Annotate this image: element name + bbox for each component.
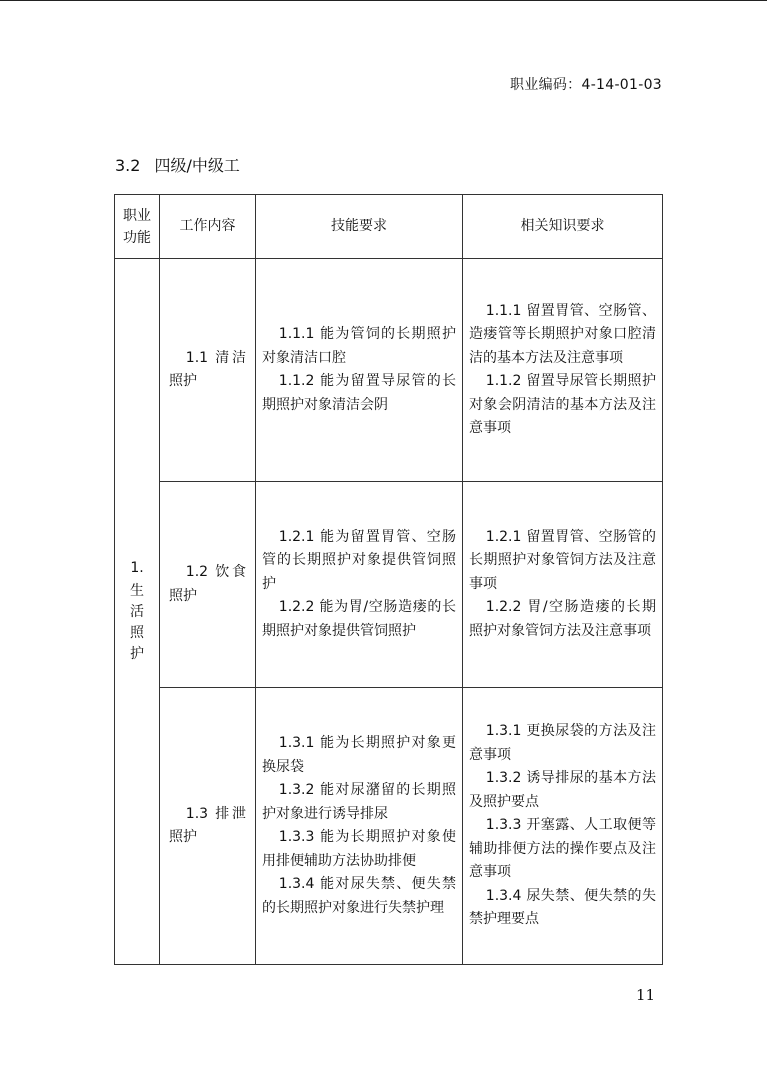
knowledge-item: 1.3.3 开塞露、人工取便等辅助排便方法的操作要点及注意事项	[469, 817, 656, 881]
header-content: 工作内容	[160, 195, 256, 259]
function-cell	[115, 259, 160, 965]
section-number: 3.2	[115, 156, 141, 175]
section-heading	[115, 153, 240, 176]
knowledge-item: 1.2.2 胃/空肠造瘘的长期照护对象管饲方法及注意事项	[469, 599, 656, 639]
skill-item: 1.3.2 能对尿潴留的长期照护对象进行诱导排尿	[262, 782, 456, 822]
skills-table	[114, 194, 663, 965]
skill-item: 1.2.1 能为留置胃管、空肠管的长期照护对象提供管饲照护	[262, 528, 456, 592]
function-number: 1.	[130, 560, 144, 576]
knowledge-item: 1.3.2 诱导排尿的基本方法及照护要点	[469, 770, 656, 810]
skills-cell	[256, 259, 463, 482]
knowledge-item: 1.3.1 更换尿袋的方法及注意事项	[469, 723, 656, 763]
knowledge-cell	[463, 482, 663, 688]
skill-item: 1.2.2 能为胃/空肠造瘘的长期照护对象提供管饲照护	[262, 599, 456, 639]
knowledge-item: 1.1.1 留置胃管、空肠管、造瘘管等长期照护对象口腔清洁的基本方法及注意事项	[469, 302, 656, 366]
skill-item: 1.3.3 能为长期照护对象使用排便辅助方法协助排便	[262, 829, 456, 869]
top-rule	[0, 0, 767, 1]
knowledge-cell	[463, 259, 663, 482]
skills-cell	[256, 482, 463, 688]
table-row	[115, 482, 663, 688]
header-function: 职业 功能	[115, 195, 160, 259]
table-header-row	[115, 195, 663, 259]
skill-item: 1.1.2 能为留置导尿管的长期照护对象清洁会阴	[262, 373, 456, 413]
skills-cell	[256, 688, 463, 965]
knowledge-cell	[463, 688, 663, 965]
content-cell: 1.3 排泄照护	[160, 688, 256, 965]
skill-item: 1.1.1 能为管饲的长期照护对象清洁口腔	[262, 326, 456, 366]
page-number: 11	[636, 986, 656, 1004]
content-cell: 1.2 饮食照护	[160, 482, 256, 688]
header-knowledge: 相关知识要求	[463, 195, 663, 259]
knowledge-item: 1.2.1 留置胃管、空肠管的长期照护对象管饲方法及注意事项	[469, 528, 656, 592]
occupation-code: 职业编码：4-14-01-03	[509, 77, 662, 93]
section-title: 四级/中级工	[154, 156, 240, 175]
content-cell: 1.1 清洁照护	[160, 259, 256, 482]
skill-item: 1.3.1 能为长期照护对象更换尿袋	[262, 735, 456, 775]
knowledge-item: 1.3.4 尿失禁、便失禁的失禁护理要点	[469, 887, 656, 928]
function-name: 生活照护	[130, 583, 144, 662]
table-row	[115, 688, 663, 965]
header-skills: 技能要求	[256, 195, 463, 259]
skill-item: 1.3.4 能对尿失禁、便失禁的长期照护对象进行失禁护理	[262, 876, 456, 916]
table-row	[115, 259, 663, 482]
knowledge-item: 1.1.2 留置导尿管长期照护对象会阴清洁的基本方法及注意事项	[469, 373, 656, 436]
